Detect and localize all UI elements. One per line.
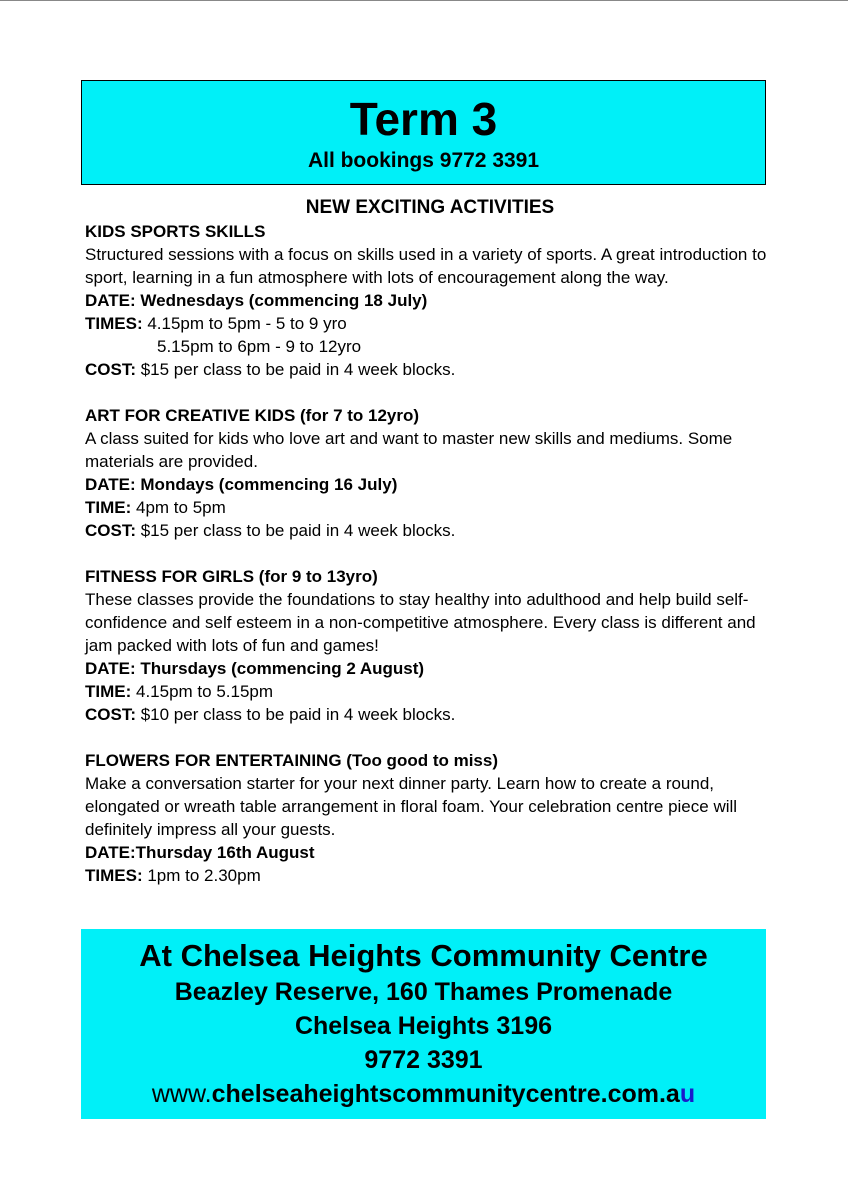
- activity-title: KIDS SPORTS SKILLS: [85, 222, 266, 241]
- website-link[interactable]: [81, 1077, 766, 1111]
- activity-kids-sports-skills: [85, 220, 775, 381]
- bookings-phone: All bookings 9772 3391: [307, 149, 540, 172]
- activity-description: Structured sessions with a focus on skills used in a variety of sports. A great introduction to sport, learning in a fun atmosphere with lots of encouragement along the way.: [85, 245, 767, 287]
- venue-suburb: Chelsea Heights 3196: [294, 1012, 553, 1040]
- activities-content: [85, 196, 775, 887]
- cost-value: $15 per class to be paid in 4 week blocks.: [136, 521, 456, 540]
- activity-flowers-for-entertaining: [85, 749, 775, 887]
- activity-cost: [85, 703, 775, 726]
- activity-date: DATE: Mondays (commencing 16 July): [85, 475, 398, 494]
- venue-footer-box: [81, 929, 766, 1119]
- activity-title: FITNESS FOR GIRLS (for 9 to 13yro): [85, 567, 378, 586]
- activity-description: A class suited for kids who love art and want to master new skills and mediums. Some materials are provided.: [85, 429, 733, 471]
- activity-time: [85, 496, 775, 519]
- cost-value: $15 per class to be paid in 4 week blocks.: [136, 360, 456, 379]
- time-value: 4.15pm to 5.15pm: [131, 682, 274, 701]
- time-value: 4pm to 5pm: [131, 498, 226, 517]
- activity-description: Make a conversation starter for your next dinner party. Learn how to create a round, elongated or wreath table arrangement in floral foam. Your celebration centre piece will definitely impress all your guests.: [85, 774, 738, 839]
- website-prefix: www.: [151, 1080, 212, 1108]
- term-header-box: [81, 80, 766, 185]
- activity-description: These classes provide the foundations to stay healthy into adulthood and help build self-confidence and self esteem in a non-competitive atmosphere. Every class is different and jam packed with lots of fun and games!: [85, 590, 756, 655]
- activity-art-for-creative-kids: [85, 404, 775, 542]
- spacer: [85, 381, 775, 404]
- activity-times: [85, 312, 775, 335]
- intro-heading: NEW EXCITING ACTIVITIES: [305, 197, 555, 218]
- activity-title: ART FOR CREATIVE KIDS (for 7 to 12yro): [85, 406, 420, 425]
- page-title: Term 3: [349, 93, 498, 145]
- spacer: [85, 542, 775, 565]
- activity-fitness-for-girls: [85, 565, 775, 726]
- venue-address: Beazley Reserve, 160 Thames Promenade: [174, 978, 673, 1006]
- top-border-line: [0, 0, 848, 1]
- activity-time: [85, 680, 775, 703]
- cost-value: $10 per class to be paid in 4 week blocks.: [136, 705, 456, 724]
- activity-date: DATE: Thursdays (commencing 2 August): [85, 659, 425, 678]
- times-label: TIMES:: [85, 314, 143, 333]
- spacer: [85, 726, 775, 749]
- website-last-letter: u: [679, 1080, 696, 1108]
- activity-date: DATE: Wednesdays (commencing 18 July): [85, 291, 428, 310]
- times-value: 4.15pm to 5pm - 5 to 9 yro: [142, 314, 347, 333]
- cost-label: COST:: [85, 360, 136, 379]
- activity-title: FLOWERS FOR ENTERTAINING (Too good to miss): [85, 751, 498, 770]
- venue-phone: 9772 3391: [364, 1046, 483, 1074]
- times-label: TIMES:: [85, 866, 143, 885]
- activity-times: [85, 864, 775, 887]
- time-label: TIME:: [85, 682, 132, 701]
- activity-cost: [85, 358, 775, 381]
- activity-date: DATE:Thursday 16th August: [85, 843, 315, 862]
- activity-times-line2: 5.15pm to 6pm - 9 to 12yro: [157, 337, 362, 356]
- cost-label: COST:: [85, 521, 136, 540]
- time-label: TIME:: [85, 498, 132, 517]
- website-domain: chelseaheightscommunitycentre.com.a: [211, 1080, 680, 1108]
- activity-cost: [85, 519, 775, 542]
- venue-name: At Chelsea Heights Community Centre: [139, 938, 708, 973]
- times-value: 1pm to 2.30pm: [142, 866, 261, 885]
- cost-label: COST:: [85, 705, 136, 724]
